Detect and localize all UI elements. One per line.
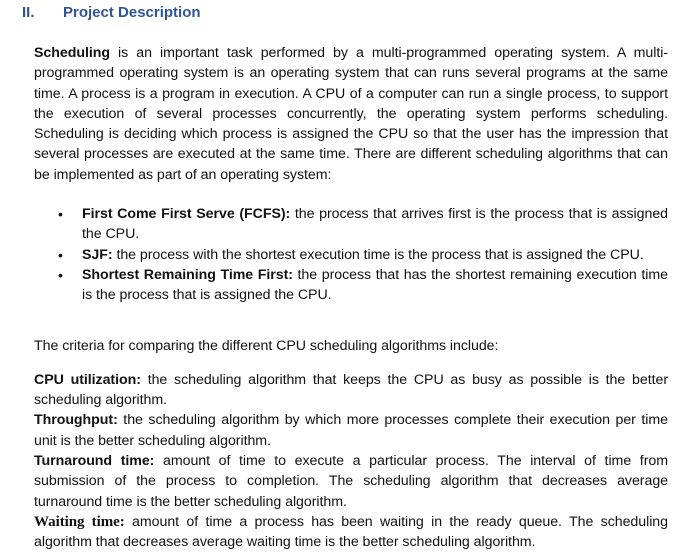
bullet-icon: • xyxy=(58,266,63,283)
algorithm-description: the process that arrives first is the process that is assigned the CPU. xyxy=(82,206,668,243)
algorithm-list xyxy=(34,204,668,305)
algorithm-item-srtf xyxy=(58,265,668,306)
algorithm-description: the process that has the shortest remaining execution time is the process that is assigned the CPU. xyxy=(82,266,668,304)
algorithm-term: First Come First Serve (FCFS): xyxy=(82,206,291,223)
criterion-term: CPU utilization: xyxy=(34,371,141,388)
section-title: Project Description xyxy=(63,4,201,21)
algorithm-term: SJF: xyxy=(82,246,113,263)
bullet-icon: • xyxy=(58,206,63,223)
criteria-list xyxy=(34,370,668,553)
intro-term: Scheduling xyxy=(34,45,110,61)
section-heading xyxy=(22,4,201,21)
criterion-description: the scheduling algorithm by which more processes complete their execution per time unit is the better scheduling algorithm. xyxy=(34,412,668,449)
intro-text: is an important task performed by a multi-programmed operating system. A multi-programmed operating system is an operating system that can runs several programs at the same time. A process is a program in execution. A CPU of a computer can run a single process, to support the execution of several processes concurrently, the operating system performs scheduling. Scheduling is deciding which process is assigned the CPU so that the user has the impression that several processes are executed at the same time. There are different scheduling algorithms that can be implemented as part of an operating system: xyxy=(34,45,668,183)
algorithm-item-fcfs xyxy=(58,204,668,245)
criterion-cpu-utilization xyxy=(34,370,668,411)
algorithm-item-sjf xyxy=(58,245,668,265)
criterion-term: Throughput: xyxy=(34,412,118,429)
criterion-description: amount of time a process has been waiting in the ready queue. The scheduling algorithm that decreases average waiting time is the better scheduling algorithm. xyxy=(34,513,668,551)
criterion-throughput xyxy=(34,410,668,451)
criterion-term: Turnaround time: xyxy=(34,453,155,470)
section-number: II. xyxy=(22,4,35,21)
criterion-waiting-time xyxy=(34,512,668,553)
intro-paragraph xyxy=(34,43,668,185)
criteria-intro: The criteria for comparing the different CPU scheduling algorithms include: xyxy=(34,337,499,354)
algorithm-term: Shortest Remaining Time First: xyxy=(82,266,293,283)
criterion-description: amount of time to execute a particular process. The interval of time from submission of the process to completion. The scheduling algorithm that decreases average turnaround time is the better scheduling algorithm. xyxy=(34,453,668,510)
criterion-term: Waiting time: xyxy=(34,513,125,530)
criterion-description: the scheduling algorithm that keeps the CPU as busy as possible is the better scheduling algorithm. xyxy=(34,371,668,409)
criterion-turnaround-time xyxy=(34,451,668,512)
document-body xyxy=(34,43,668,553)
algorithm-description: the process with the shortest execution time is the process that is assigned the CPU. xyxy=(112,246,644,263)
bullet-icon: • xyxy=(58,246,63,263)
